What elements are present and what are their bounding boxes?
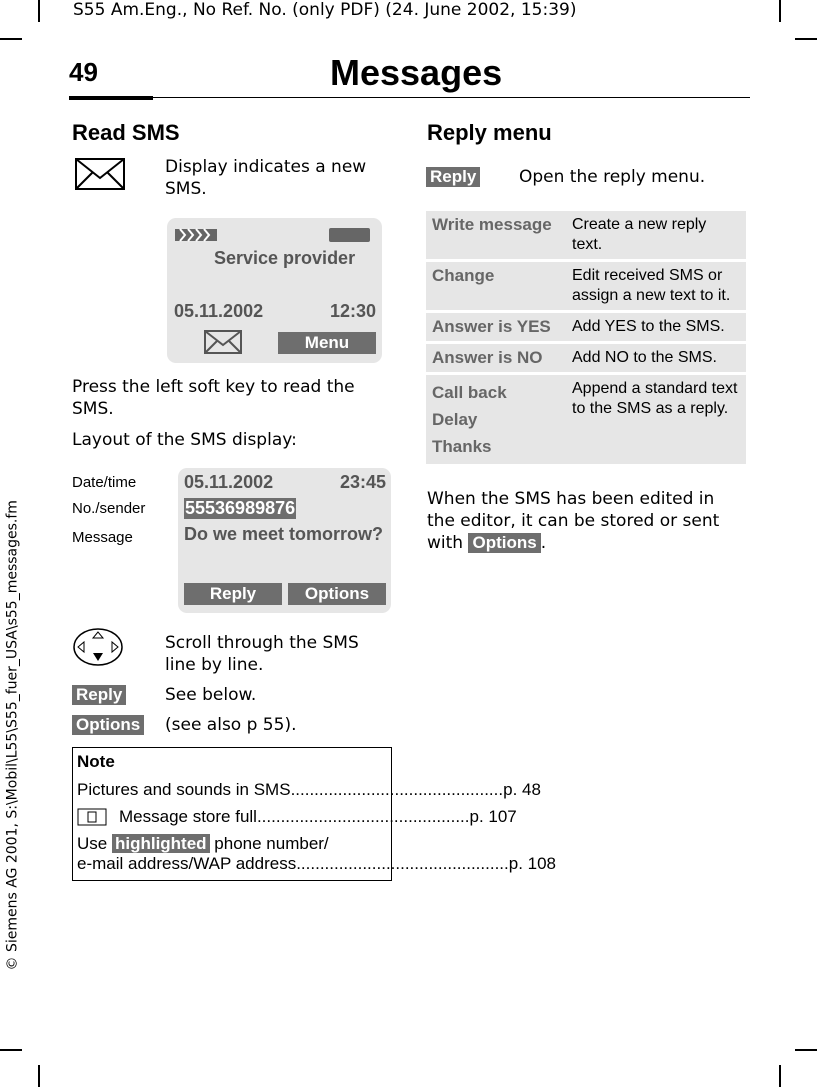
edited-text: When the SMS has been edited in the editor, it can be stored or sent with Options . bbox=[427, 489, 720, 553]
menu-item-write-message: Write message bbox=[426, 211, 566, 259]
crop-mark bbox=[795, 38, 817, 40]
open-reply-text: Open the reply menu. bbox=[519, 167, 706, 187]
new-sms-text: Display indicates a new SMS. bbox=[165, 157, 367, 199]
menu-item-description: Create a new reply text. bbox=[566, 211, 746, 259]
table-row bbox=[426, 375, 746, 464]
menu-item-description: Add YES to the SMS. bbox=[566, 313, 746, 341]
menu-item-answer-no: Answer is NO bbox=[426, 344, 566, 372]
running-head: S55 Am.Eng., No Ref. No. (only PDF) (24. June 2002, 15:39) bbox=[73, 0, 577, 20]
header-rule-accent bbox=[69, 96, 153, 100]
menu-item-answer-yes: Answer is YES bbox=[426, 313, 566, 341]
crop-mark bbox=[38, 0, 40, 22]
note-box bbox=[72, 747, 557, 881]
reply-key: Reply bbox=[72, 685, 126, 705]
crop-mark bbox=[779, 1065, 781, 1087]
reply-menu-heading: Reply menu bbox=[427, 120, 552, 145]
layout-text: Layout of the SMS display: bbox=[72, 430, 297, 450]
menu-item-standard-texts: Call back Delay Thanks bbox=[426, 375, 566, 464]
table-row bbox=[426, 313, 746, 341]
note-line: Use highlighted phone number/ bbox=[77, 834, 329, 853]
options-key: Options bbox=[72, 715, 144, 735]
service-provider: Service provider bbox=[214, 248, 356, 268]
sms-message: Do we meet tomorrow? bbox=[184, 524, 384, 544]
page-number: 49 bbox=[69, 57, 98, 87]
menu-item-description: Add NO to the SMS. bbox=[566, 344, 746, 372]
press-soft-key-text: Press the left soft key to read the SMS. bbox=[72, 377, 355, 419]
crop-mark bbox=[795, 1049, 817, 1051]
crop-mark bbox=[0, 38, 22, 40]
options-text: (see also p 55). bbox=[165, 715, 297, 735]
reply-text: See below. bbox=[165, 685, 257, 705]
envelope-icon bbox=[75, 158, 125, 190]
sms-sender-number: 55536989876 bbox=[185, 498, 296, 518]
crop-mark bbox=[779, 0, 781, 22]
table-row bbox=[426, 262, 746, 310]
sms-date: 05.11.2002 bbox=[184, 472, 274, 492]
options-key: Options bbox=[468, 533, 540, 553]
sms-time: 23:45 bbox=[340, 472, 387, 492]
label-date-time: Date/time bbox=[72, 474, 137, 491]
battery-icon bbox=[327, 226, 371, 244]
crop-mark bbox=[38, 1065, 40, 1087]
reply-key: Reply bbox=[426, 167, 480, 187]
header-rule bbox=[69, 97, 750, 98]
crop-mark bbox=[0, 1049, 22, 1051]
standby-screen bbox=[167, 218, 382, 363]
sms-display bbox=[178, 468, 391, 613]
note-line: e-mail address/WAP address ............................................. p. 108 bbox=[77, 854, 557, 873]
navigation-key-icon bbox=[72, 627, 124, 667]
page-title: Messages bbox=[330, 52, 503, 93]
menu-item-description: Append a standard text to the SMS as a reply. bbox=[566, 375, 746, 464]
table-row bbox=[426, 344, 746, 372]
note-title: Note bbox=[77, 752, 115, 771]
note-line: Pictures and sounds in SMS ............................................. p. 48 bbox=[77, 780, 541, 799]
highlighted-badge: highlighted bbox=[112, 834, 210, 853]
menu-item-change: Change bbox=[426, 262, 566, 310]
label-sender: No./sender bbox=[72, 500, 146, 517]
options-soft-key[interactable]: Options bbox=[288, 583, 386, 605]
message-store-full-icon bbox=[77, 807, 107, 827]
copyright-path: © Siemens AG 2001, S:\Mobil\L55\S55_fuer_USA\s55_messages.fm bbox=[4, 500, 21, 971]
signal-strength-icon bbox=[175, 226, 219, 244]
menu-item-description: Edit received SMS or assign a new text to it. bbox=[566, 262, 746, 310]
scroll-text: Scroll through the SMS line by line. bbox=[165, 633, 359, 675]
standby-date: 05.11.2002 bbox=[174, 301, 264, 321]
label-message: Message bbox=[72, 529, 133, 546]
reply-menu-table bbox=[426, 208, 746, 467]
read-sms-heading: Read SMS bbox=[72, 120, 180, 145]
table-row bbox=[426, 211, 746, 259]
reply-soft-key[interactable]: Reply bbox=[184, 583, 282, 605]
envelope-icon bbox=[204, 330, 242, 354]
menu-soft-key[interactable]: Menu bbox=[278, 332, 376, 354]
standby-time: 12:30 bbox=[330, 301, 377, 321]
note-line: Message store full ............................................. p. 107 bbox=[77, 807, 383, 827]
